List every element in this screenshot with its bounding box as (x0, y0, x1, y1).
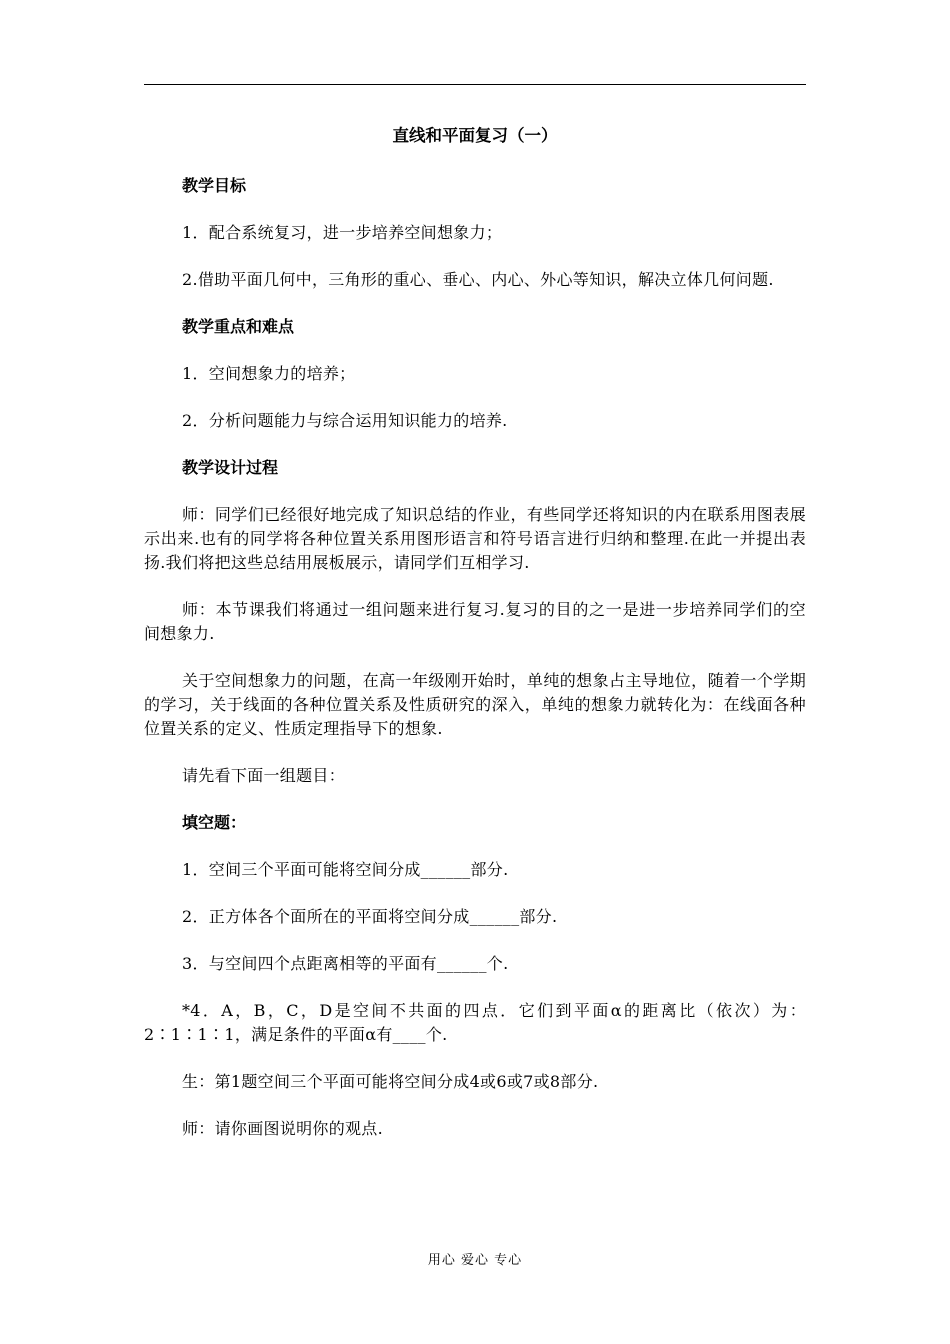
question-1: 1．空间三个平面可能将空间分成______部分. (182, 860, 509, 879)
teacher-remark-1: 师：请你画图说明你的观点. (182, 1119, 383, 1138)
document-title: 直线和平面复习（一） (392, 126, 558, 145)
process-paragraph-4: 请先看下面一组题目： (182, 766, 346, 785)
section-heading-process: 教学设计过程 (182, 458, 279, 477)
key-point-2: 2．分析问题能力与综合运用知识能力的培养. (182, 411, 508, 430)
process-paragraph-3: 关于空间想象力的问题，在高一年级刚开始时，单纯的想象占主导地位，随着一个学期的学习，关于线面的各种位置关系及性质研究的深入，单纯的想象力就转化为：在线面各种位置关系的定义、性质定理指导下的想象. (144, 671, 806, 738)
question-2: 2．正方体各个面所在的平面将空间分成______部分. (182, 907, 558, 926)
process-paragraph-1: 师：同学们已经很好地完成了知识总结的作业，有些同学还将知识的内在联系用图表展示出来.也有的同学将各种位置关系用图形语言和符号语言进行归纳和整理.在此一并提出表扬.我们将把这些总结用展板展示，请同学们互相学习. (144, 505, 806, 572)
question-4: *4．A，B，C，D是空间不共面的四点．它们到平面α的距离比（依次）为：2∶1∶1∶1，满足条件的平面α有____个. (144, 1001, 806, 1044)
header-rule (144, 84, 806, 85)
section-heading-key-points: 教学重点和难点 (182, 317, 295, 336)
question-3: 3．与空间四个点距离相等的平面有______个. (182, 954, 509, 973)
section-heading-fill-blank: 填空题： (182, 813, 247, 832)
key-point-1: 1．空间想象力的培养； (182, 364, 356, 383)
goal-item-2: 2.借助平面几何中，三角形的重心、垂心、内心、外心等知识，解决立体几何问题. (182, 270, 774, 289)
document-body (144, 120, 806, 1164)
page-footer: 用心 爱心 专心 (427, 1253, 523, 1268)
section-heading-goals: 教学目标 (182, 176, 247, 195)
goal-item-1: 1．配合系统复习，进一步培养空间想象力； (182, 223, 503, 242)
student-answer-1: 生：第1题空间三个平面可能将空间分成4或6或7或8部分. (182, 1072, 599, 1091)
process-paragraph-2: 师：本节课我们将通过一组问题来进行复习.复习的目的之一是进一步培养同学们的空间想象力. (144, 600, 806, 643)
